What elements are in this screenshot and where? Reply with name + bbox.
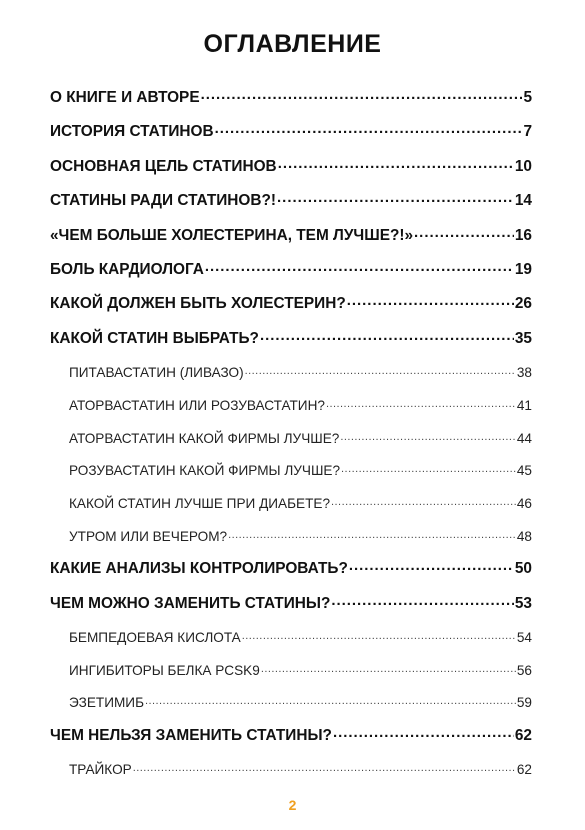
toc-entry-title: ЧЕМ МОЖНО ЗАМЕНИТЬ СТАТИНЫ?	[50, 594, 331, 612]
toc-entry-page-number: 7	[523, 123, 532, 141]
toc-entry-page-number: 59	[516, 695, 532, 711]
toc-chapter-entry[interactable]	[50, 155, 532, 189]
toc-section-entry[interactable]	[50, 394, 532, 427]
toc-entry-title: КАКИЕ АНАЛИЗЫ КОНТРОЛИРОВАТЬ?	[50, 560, 348, 578]
toc-entry-page-number: 16	[514, 226, 532, 244]
toc-section-entry[interactable]	[50, 659, 532, 692]
dot-leader	[215, 124, 523, 136]
toc-entry-page-number: 48	[516, 528, 532, 544]
toc-entry-page-number: 5	[523, 89, 532, 106]
toc-entry-page-number: 45	[516, 463, 532, 479]
toc-chapter-entry[interactable]	[50, 258, 532, 292]
toc-entry-title: «ЧЕМ БОЛЬШЕ ХОЛЕСТЕРИНА, ТЕМ ЛУЧШЕ?!»	[50, 226, 414, 244]
page-title: ОГЛАВЛЕНИЕ	[203, 30, 382, 58]
toc-section-entry[interactable]	[50, 361, 532, 394]
toc-entry-page-number: 46	[516, 495, 532, 511]
dot-leader	[331, 496, 516, 508]
toc-section-entry[interactable]	[50, 427, 532, 460]
dot-leader	[228, 529, 516, 541]
toc-entry-page-number: 19	[514, 260, 532, 278]
dot-leader	[347, 296, 514, 308]
toc-entry-title: КАКОЙ СТАТИН ЛУЧШЕ ПРИ ДИАБЕТЕ?	[69, 495, 331, 511]
toc-section-entry[interactable]	[50, 758, 532, 791]
toc-section-entry[interactable]	[50, 492, 532, 525]
dot-leader	[133, 762, 516, 774]
toc-entry-page-number: 62	[514, 727, 532, 745]
dot-leader	[349, 561, 514, 573]
toc-chapter-entry[interactable]	[50, 327, 532, 361]
dot-leader	[242, 630, 516, 642]
toc-entry-title: ЧЕМ НЕЛЬЗЯ ЗАМЕНИТЬ СТАТИНЫ?	[50, 727, 332, 745]
dot-leader	[205, 262, 514, 274]
toc-chapter-entry[interactable]	[50, 189, 532, 223]
toc-entry-page-number: 10	[514, 157, 532, 175]
toc-entry-page-number: 26	[514, 295, 532, 313]
toc-entry-title: КАКОЙ ДОЛЖЕН БЫТЬ ХОЛЕСТЕРИН?	[50, 295, 346, 313]
dot-leader	[277, 193, 514, 205]
toc-chapter-entry[interactable]	[50, 292, 532, 326]
toc-chapter-entry[interactable]	[50, 592, 532, 626]
toc-entry-title: КАКОЙ СТАТИН ВЫБРАТЬ?	[50, 329, 259, 347]
toc-entry-page-number: 62	[516, 762, 532, 778]
dot-leader	[326, 398, 516, 410]
table-of-contents	[50, 86, 532, 791]
dot-leader	[201, 90, 523, 102]
dot-leader	[333, 728, 514, 740]
toc-entry-page-number: 50	[514, 560, 532, 578]
toc-entry-title: БОЛЬ КАРДИОЛОГА	[50, 260, 204, 278]
toc-entry-title: УТРОМ ИЛИ ВЕЧЕРОМ?	[69, 528, 228, 544]
toc-entry-title: ИНГИБИТОРЫ БЕЛКА PCSK9	[69, 662, 260, 678]
toc-entry-title: ОСНОВНАЯ ЦЕЛЬ СТАТИНОВ	[50, 157, 277, 175]
toc-entry-title: БЕМПЕДОЕВАЯ КИСЛОТА	[69, 630, 241, 646]
toc-entry-page-number: 38	[516, 365, 532, 381]
toc-chapter-entry[interactable]	[50, 724, 532, 758]
dot-leader	[245, 365, 516, 377]
toc-entry-page-number: 41	[516, 397, 532, 413]
dot-leader	[331, 596, 514, 608]
toc-chapter-entry[interactable]	[50, 86, 532, 120]
toc-entry-title: ПИТАВАСТАТИН (ЛИВАЗО)	[69, 365, 244, 381]
dot-leader	[145, 695, 516, 707]
dot-leader	[340, 431, 516, 443]
toc-entry-title: ИСТОРИЯ СТАТИНОВ	[50, 123, 214, 141]
toc-entry-title: ЭЗЕТИМИБ	[69, 695, 144, 711]
toc-entry-title: СТАТИНЫ РАДИ СТАТИНОВ?!	[50, 192, 277, 210]
dot-leader	[261, 663, 516, 675]
toc-entry-title: О КНИГЕ И АВТОРЕ	[50, 89, 200, 106]
toc-entry-title: РОЗУВАСТАТИН КАКОЙ ФИРМЫ ЛУЧШЕ?	[69, 463, 341, 479]
toc-entry-page-number: 14	[514, 192, 532, 210]
toc-section-entry[interactable]	[50, 459, 532, 492]
toc-entry-page-number: 54	[516, 630, 532, 646]
toc-section-entry[interactable]	[50, 626, 532, 659]
toc-entry-title: АТОРВАСТАТИН ИЛИ РОЗУВАСТАТИН?	[69, 397, 325, 413]
dot-leader	[341, 463, 516, 475]
dot-leader	[278, 159, 514, 171]
toc-chapter-entry[interactable]	[50, 120, 532, 154]
toc-entry-page-number: 56	[516, 662, 532, 678]
toc-chapter-entry[interactable]	[50, 557, 532, 591]
toc-entry-title: АТОРВАСТАТИН КАКОЙ ФИРМЫ ЛУЧШЕ?	[69, 430, 340, 446]
toc-chapter-entry[interactable]	[50, 224, 532, 258]
page-number: 2	[288, 797, 297, 813]
dot-leader	[414, 228, 514, 240]
toc-entry-page-number: 53	[514, 594, 532, 612]
dot-leader	[260, 331, 514, 343]
toc-section-entry[interactable]	[50, 525, 532, 558]
toc-entry-page-number: 44	[516, 430, 532, 446]
toc-entry-page-number: 35	[514, 329, 532, 347]
toc-section-entry[interactable]	[50, 691, 532, 724]
toc-entry-title: ТРАЙКОР	[69, 762, 132, 778]
